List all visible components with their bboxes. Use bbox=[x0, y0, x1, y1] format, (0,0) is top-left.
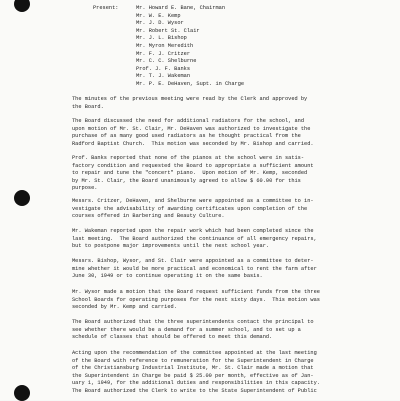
text-line: see whether there would be a demand for a summer school, and to set up a bbox=[72, 326, 301, 333]
paragraph-remuneration bbox=[72, 350, 390, 396]
text-line: Messrs. Critzer, DeHaven, and Shelburne were appointed as a committee to in- bbox=[72, 198, 314, 204]
text-line: Messrs. Bishop, Wysor, and St. Clair were appointed as a committee to deter- bbox=[72, 258, 314, 264]
text-line: by Mr. St. Clair, the Board unanimously agreed to allow $ 60.00 for this bbox=[72, 177, 301, 184]
paragraph-summer-school bbox=[72, 319, 390, 342]
attendee: Mr. J. L. Bishop bbox=[136, 35, 187, 42]
paragraph-pianos bbox=[72, 155, 390, 193]
text-line: The Board authorized the Clerk to write to the State Superintendent of Public bbox=[72, 387, 317, 394]
attendee: Prof. J. F. Banks bbox=[136, 65, 191, 72]
attendee: Mr. Howard E. Bane, Chairman bbox=[136, 5, 226, 11]
text-line: upon motion of Mr. St. Clair, Mr. DeHaven was authorized to investigate the bbox=[72, 125, 311, 132]
text-line: but to postpone major improvements until the next school year. bbox=[72, 243, 270, 250]
paragraph-repairs bbox=[72, 228, 390, 251]
attendee: Mr. Robert St. Clair bbox=[136, 27, 200, 34]
text-line: seconded by Mr. Kemp and carried. bbox=[72, 304, 177, 311]
paragraph-farm bbox=[72, 258, 390, 281]
text-line: June 30, 1949 or to continue operating it on the same basis. bbox=[72, 273, 263, 280]
text-line: The Board discussed the need for additional radiators for the school, and bbox=[72, 118, 305, 124]
attendee: Mr. F. J. Critzer bbox=[136, 50, 191, 57]
binder-hole-middle bbox=[14, 190, 30, 206]
present-label: Present: bbox=[93, 5, 119, 11]
paragraph-certificates bbox=[72, 198, 390, 221]
paragraph-radiators bbox=[72, 118, 390, 148]
text-line: Mr. Wysor made a motion that the Board request sufficient funds from the three bbox=[72, 289, 320, 295]
text-line: schedule of classes that should be offered to meet this demand. bbox=[72, 334, 273, 341]
text-line: School Boards for operating purposes for the next sixty days. This motion was bbox=[72, 296, 320, 303]
attendee: Mr. J. D. Wysor bbox=[136, 20, 184, 27]
paragraph-funds bbox=[72, 289, 390, 312]
text-line: mine whether it would be more practical and economical to rent the farm after bbox=[72, 265, 317, 272]
text-line: last meeting. The Board authorized the continuance of all emergency repairs, bbox=[72, 235, 317, 242]
text-line: to repair and tune the "concert" piano. Upon motion of Mr. Kemp, seconded bbox=[72, 170, 308, 177]
attendee: Mr. Myron Meredith bbox=[136, 42, 194, 49]
text-line: The Board authorized that the three superintendents contact the principal to bbox=[72, 319, 314, 325]
attendee: Mr. T. J. Wakeman bbox=[136, 73, 191, 80]
binder-hole-top bbox=[14, 0, 30, 12]
text-line: courses offered in Barbering and Beauty Culture. bbox=[72, 213, 225, 220]
text-line: Acting upon the recommendation of the committee appointed at the last meeting bbox=[72, 350, 317, 356]
attendee: Mr. C. C. Shelburne bbox=[136, 58, 197, 65]
text-line: the Superintendent in Charge be paid $ 25.00 per month, effective as of Jan- bbox=[72, 372, 314, 379]
text-line: purpose. bbox=[72, 185, 98, 192]
text-line: The minutes of the previous meeting were read by the Clerk and approved by bbox=[72, 96, 308, 102]
text-line: Mr. Wakeman reported upon the repair work which had been completed since the bbox=[72, 228, 314, 234]
attendee: Mr. P. E. DeHaven, Supt. in Charge bbox=[136, 80, 245, 87]
text-line: uary 1, 1949, for the additional duties and responsibilities in this capacity. bbox=[72, 380, 320, 387]
text-line: of the Christiansburg Industrial Institute, Mr. St. Clair made a motion that bbox=[72, 365, 314, 372]
text-line: the Board. bbox=[72, 103, 104, 110]
text-line: of the Board with reference to remuneration for the Superintendent in Charge bbox=[72, 357, 314, 364]
text-line: purchase of as many good used radiators as he thought practical from the bbox=[72, 133, 301, 140]
binder-hole-bottom bbox=[14, 385, 30, 401]
paragraph-minutes-approval bbox=[72, 96, 390, 111]
text-line: Prof. Banks reported that none of the pianos at the school were in satis- bbox=[72, 155, 305, 161]
text-line: vestigate the advisability of awarding certificates upon completion of the bbox=[72, 205, 308, 212]
attendee-list bbox=[136, 5, 244, 89]
attendee: Mr. W. E. Kemp bbox=[136, 12, 181, 19]
text-line: Radford Baptist Church. This motion was seconded by Mr. Bishop and carried. bbox=[72, 140, 314, 147]
text-line: factory condition and requested the Board to appropriate a sufficient amount bbox=[72, 162, 314, 169]
